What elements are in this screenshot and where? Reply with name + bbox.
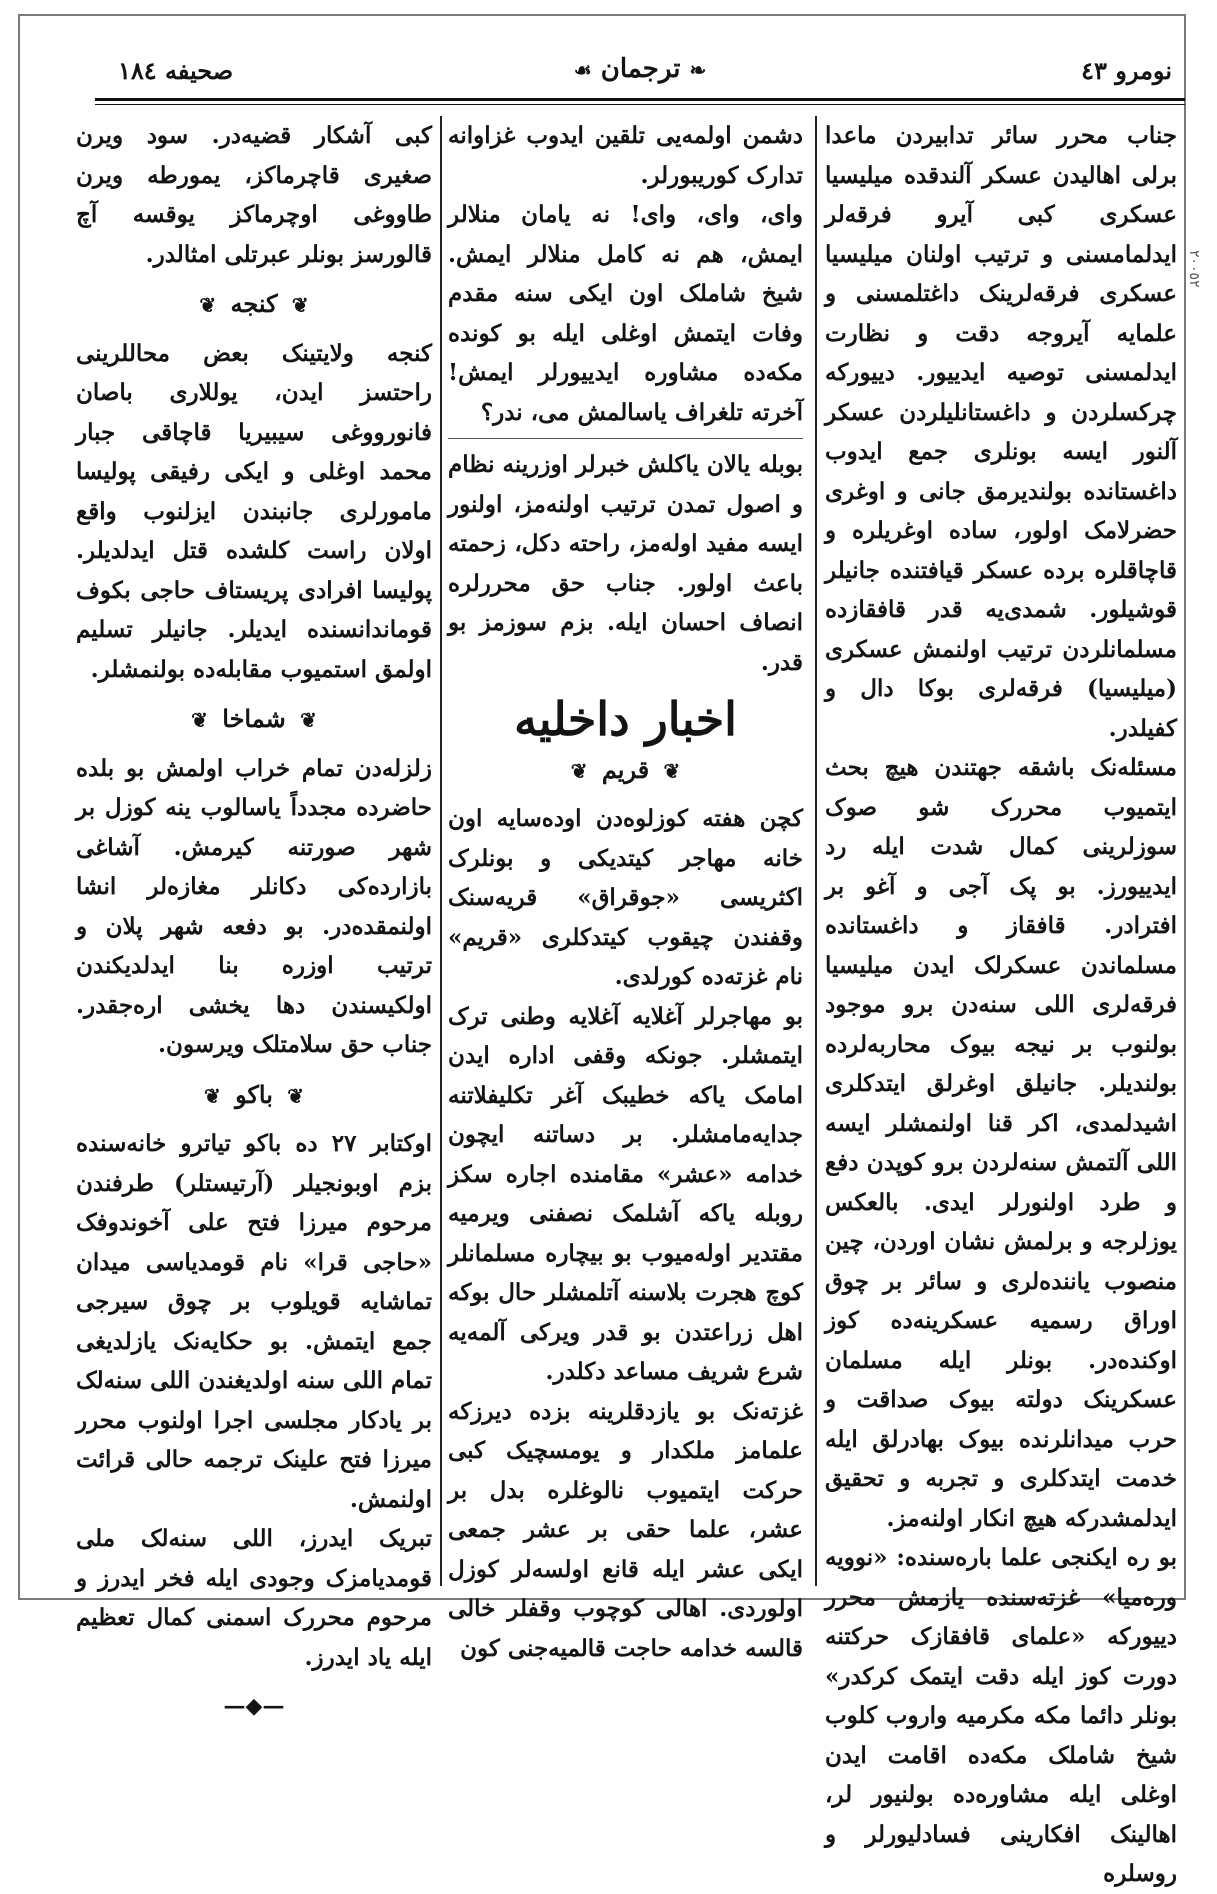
end-ornament-icon: —◆—	[223, 1693, 285, 1719]
article-paragraph: بوبله یالان یاکلش خبرلر اوزرینه نظام و اصول تمدن ترتیب اولنه‌مز، اولنور ایسه مفید اوله‌مز، راحته دکل، زحمته باعث اولور. جناب حق محررلره انصاف احسان ایله. بزم سوزمز بو قدر.	[448, 451, 803, 676]
masthead	[560, 54, 720, 84]
ornament-icon: ❦	[287, 1083, 305, 1108]
article-paragraph: مسئله‌نک باشقه جهتندن هیچ بحث ایتمیوب محررک شو صوک سوزلرینی کمال شدت ایله رد ایدییورز. بو پک آجی و آغو بر افترادر. قافقاز و داغستانده مسلماندن عسکرلک ایدن میلیسیا فرقه‌لری اللی سنه‌دن برو موجود بولنوب بر نیجه بیوک محاربه‌لرده بولندیلر. جانیلق اوغرلق ایتدکلری اشیدلمدی، اکر قنا اولنمشلر ایسه اللی آلتمش سنه‌لردن برو کوپدن دفع و طرد اولنورلر ایدی. بالعکس یوزلرجه و برلمش نشان اوردن، چین منصوب یاننده‌لری و سائر بر چوق اوراق رسمیه عسکرینه‌ده کوز اوکنده‌در. بونلر ایله مسلمان عسکرینک دولته بیوک صداقت و حرب میدانلرنده بیوک بهادرلق ایله خدمت ایتدکلری و تجربه و تحقیق ایدلمشدرکه هیچ انکار اولنه‌مز.	[825, 754, 1177, 1532]
section-heading-domestic-news: اخبار داخلیه	[514, 692, 737, 746]
article-paragraph: غزته‌نک بو یازدقلرینه بزده دیرزکه علمامز ملکدار و یومسچیک کبی حرکت ایتمیوب نالوغلره بدل بر عشر، علما حقی بر عشر جمعی ایکی عشر ایله قانع اولسه‌لر کوزل اولوردی. اهالی کوچوب وقفلر خالی قالسه خدامه حاجت قالمیه‌جنی کون	[448, 1397, 803, 1662]
ornament-icon: ❦	[199, 293, 217, 317]
masthead-right-ornament-icon: ☙	[573, 58, 592, 82]
section-title-text: قریم	[601, 754, 650, 784]
article-paragraph: کبی آشکار قضیه‌در. سود ویرن صغیری قاچرماکز، یمورطه ویرن طاووغی اوچرماکز یوقسه آچ قالورسز بونلر عبرتلی امثالدر.	[76, 122, 432, 268]
article-paragraph: جناب محرر سائر تدابیردن ماعدا برلی اهالیدن عسکر آلندقده میلیسیا عسکری کبی آیرو فرقه‌لر ایدلمامسنی و ترتیب اولنان میلیسیا عسکری فرقه‌لرینک داغتلمسنی و علمایه آیروجه دقت و نظارت ایدلمسنی توصیه ایدییور. دییورکه چرکسلردن و داغستانلیلردن عسکر آلنور ایسه بونلری جمع ایدوب داغستانده بولندیرمق جانی و اوغری حضرلامک اولور، ساده اوغریلره و قاچاقلره برده عسکر قیافتنده جانیلر قوشیلور. شمدی‌یه قدر قافقازده مسلمانلردن ترتیب اولنمش عسکری (میلیسیا) فرقه‌لری بوکا دال و کفیلدر.	[825, 122, 1177, 742]
section-title-text: شماخا	[222, 704, 286, 733]
section-title-text: کنجه	[230, 289, 278, 318]
ornament-icon: ❦	[570, 758, 588, 783]
column-middle	[448, 116, 803, 1662]
ornament-icon: ❦	[291, 293, 309, 317]
header-rule-thin	[95, 104, 1185, 105]
ornament-icon: ❦	[300, 708, 317, 732]
ornament-icon: ❦	[663, 758, 681, 783]
masthead-title: ترجمان	[600, 54, 681, 84]
ornament-icon: ❦	[203, 1083, 221, 1108]
column-divider-right	[815, 116, 817, 1586]
section-title-shamakhi	[76, 699, 432, 741]
margin-note: ٢٠٠٥٢	[1186, 250, 1202, 288]
article-paragraph: کنجه ولایتینک بعض محاللرینی راحتسز ایدن، یوللاری باصان فانورووغی سیبیریا قاچاقی جبار محمد اوغلی و ایکی رفیقی پولیسا مامورلری جانبندن ایزلنوب واقع اولان راست کلشده قتل ایدلدیلر. پولیسا افرادی پریستاف حاجی بکوف قوماندانسنده ایدیلر. جانیلر تسلیم اولمق استمیوب مقابله‌ده بولنمشلر.	[76, 339, 432, 683]
article-paragraph: زلزله‌دن تمام خراب اولمش بو بلده حاضرده مجدداً یاسالوب ینه کوزل بر شهر صورتنه کیرمش. آشاغی بازارده‌کی دکانلر مغازه‌لر انشا اولنمقده‌در. بو دفعه شهر پلان و ترتیب اوزره بنا ایدلدیکندن اولکیسندن دها یخشی اره‌جقدر. جناب حق سلامتلک ویرسون.	[76, 754, 432, 1058]
header-rule	[95, 98, 1185, 101]
article-paragraph: بو ره ایکنجی علما باره‌سنده: «نوویه وره‌میا» غزته‌سنده یازمش محرر دییورکه «علمای قافقازک حرکتنه دورت کوز ایله دقت ایتمک کرکدر» بونلر دائما مکه مکرمیه واروب کلوب شیخ شاملک مکه‌ده اقامت ایدن اوغلی ایله مشاوره‌ده بولنیور لر، اهالینک افکارینی فسادلیورلر و روسلره	[825, 1544, 1177, 1887]
issue-number: نومرو ٤٣	[1081, 56, 1172, 85]
article-paragraph: وای، وای، وای! نه یامان منلالر ایمش، هم نه کامل منلالر ایمش. شیخ شاملک اون ایکی سنه مقدم وفات ایتمش اوغلی ایله بو کونده مکه‌ده مشاوره ایدییورلر ایمش! آخرته تلغراف یاسالمش می، ندر؟	[448, 201, 803, 426]
article-paragraph: تبریک ایدرز، اللی سنه‌لک ملی قومدیامزک وجودی ایله فخر ایدرز و مرحوم محررک اسمنی کمال تعظیم ایله یاد ایدرز.	[76, 1525, 432, 1671]
section-title-ganja	[76, 284, 432, 326]
section-divider	[448, 438, 803, 439]
section-title-crimea	[448, 750, 803, 792]
article-paragraph: بو مهاجرلر آغلایه آغلایه وطنی ترک ایتمشلر. جونکه وقفی اداره ایدن امامک یاکه خطیبک آغر تکلیفلاتنه جدایه‌مامشلر. بر دساتنه ایچون خدامه «عشر» مقامنده اجاره سکز روبله یاکه آشلمک نصفنی ویرمیه مقتدیر اوله‌میوب بو بیچاره مسلمانلر کوچ هجرت بلاسنه آتلمشلر حال بوکه اهل زراعتدن بو قدر ویرکی آلمه‌یه شرع شریف مساعد دکلدر.	[448, 1002, 803, 1385]
article-paragraph: اوکتابر ٢٧ ده باکو تیاترو خانه‌سنده بزم اوبونجیلر (آرتیستلر) طرفندن مرحوم میرزا فتح علی آخوندوفک «حاجی قرا» نام قومدیاسی میدان تماشایه قویلوب بر چوق سیرجی جمع ایتمش. بو حکایه‌نک یازلدیغی تمام اللی سنه اولدیغندن اللی سنه‌لک بر یادکار مجلسی اجرا اولنوب محرر میرزا فتح علینک ترجمه حالی قرائت اولنمش.	[75, 1130, 433, 1513]
section-title-text: باکو	[235, 1079, 273, 1109]
article-paragraph: دشمن اولمه‌یی تلقین ایدوب غزاوانه تدارک کوریبورلر.	[448, 122, 803, 189]
column-divider-left	[440, 116, 442, 1586]
ornament-icon: ❦	[191, 708, 208, 732]
article-paragraph: کچن هفته کوزلوه‌دن اوده‌سایه اون خانه مهاجر کیتدیکی و بونلرک اکثریسی «جوقراق» قریه‌سنک وقفندن چیقوب کیتدکلری «قریم» نام غزته‌ده کورلدی.	[448, 805, 803, 990]
column-right	[825, 116, 1177, 1887]
section-title-baku	[76, 1075, 432, 1117]
masthead-left-ornament-icon: ❧	[689, 58, 707, 82]
page-number: صحيفه ١٨٤	[118, 56, 234, 85]
column-left	[75, 116, 433, 1719]
